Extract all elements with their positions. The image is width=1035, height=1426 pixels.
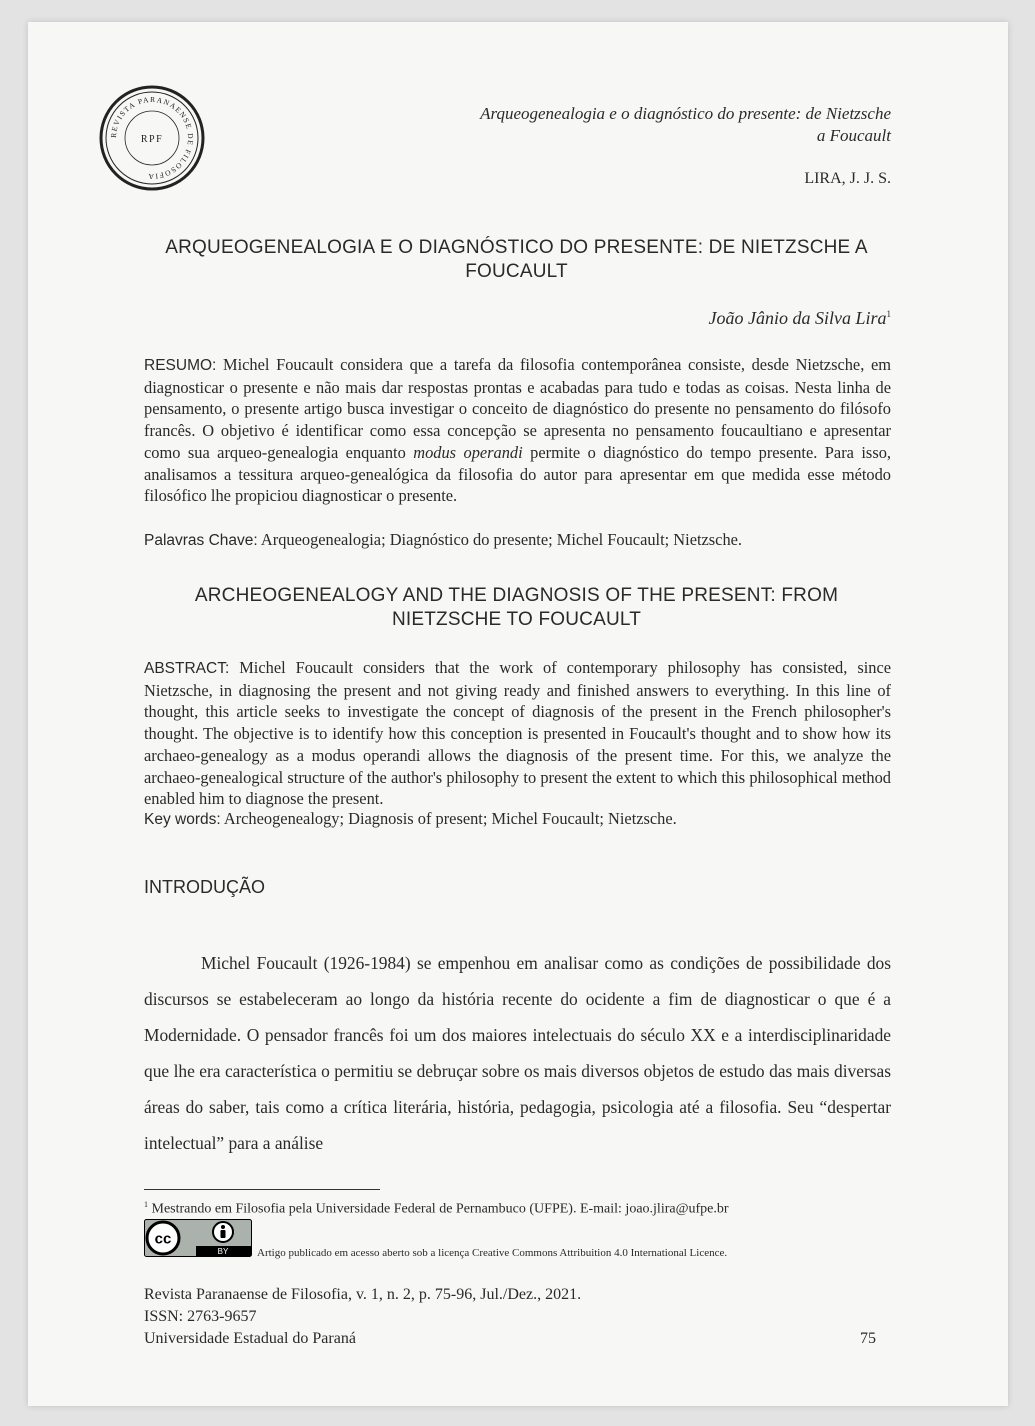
footnote-text: Mestrando em Filosofia pela Universidade Federal de Pernambuco (UFPE). E-mail: joao.jlira@ufpe.br xyxy=(148,1201,729,1217)
footnote-marker: 1 xyxy=(144,1200,148,1209)
keywords-pt xyxy=(144,529,891,552)
article-title-pt: ARQUEOGENEALOGIA E O DIAGNÓSTICO DO PRESENTE: DE NIETZSCHE A FOUCAULT xyxy=(165,237,868,282)
keywords-pt-label: Palavras Chave: xyxy=(144,532,258,549)
running-author: LIRA, J. J. S. xyxy=(804,170,891,187)
keywords-en-text: Archeogenealogy; Diagnosis of present; Michel Foucault; Nietzsche. xyxy=(220,809,677,828)
cc-by-label: BY xyxy=(217,1247,229,1256)
issn: ISSN: 2763-9657 xyxy=(144,1308,257,1325)
cc-by-license-badge[interactable] xyxy=(144,1219,252,1257)
journal-seal-logo xyxy=(99,85,205,191)
abstract-text: Michel Foucault considers that the work of contemporary philosophy has consisted, since Nietzsche, in diagnosing the present and not giving ready and finished answers to everything. In this line of thought, this article seeks to investigate the concept of diagnosis of the present in the French philosopher's thought. The objective is to identify how this conception is presented in Foucault's thought and to show how its archaeo-genealogy as a modus operandi allows the diagnosis of the present time. For this, we analyze the archaeo-genealogical structure of the author's philosophy to present the extent to which this philosophical method enabled him to diagnose the present. xyxy=(144,658,891,809)
intro-paragraph: Michel Foucault (1926-1984) se empenhou em analisar como as condições de possibilidade dos discursos se estabeleceram ao longo da história recente do ocidente a fim de diagnosticar o que é a Modernidade. O pensador francês foi um dos maiores intelectuais do século XX e a interdisciplinaridade que lhe era característica o permitiu se debruçar sobre os mais diversos objetos de estudo das mais diversas áreas do saber, tais como a crítica literária, história, pedagogia, psicologia até a filosofia. Seu “despertar intelectual” para a análise xyxy=(144,953,891,1153)
page-number: 75 xyxy=(860,1330,876,1347)
resumo-paragraph xyxy=(144,354,891,507)
resumo-label: RESUMO: xyxy=(144,357,217,374)
person-icon xyxy=(221,1225,225,1229)
article-author xyxy=(709,308,892,329)
article-title-en: ARCHEOGENEALOGY AND THE DIAGNOSIS OF THE PRESENT: FROM NIETZSCHE TO FOUCAULT xyxy=(194,585,839,630)
resumo-italic: modus operandi xyxy=(413,442,523,462)
author-name: João Jânio da Silva Lira xyxy=(708,308,887,328)
seal-text: RPF xyxy=(140,134,164,145)
keywords-pt-text: Arqueogenealogia; Diagnóstico do presente; Michel Foucault; Nietzsche. xyxy=(257,530,743,549)
running-title: Arqueogenealogia e o diagnóstico do presente: de Nietzsche a Foucault xyxy=(480,104,891,145)
university: Universidade Estadual do Paraná xyxy=(144,1330,356,1347)
abstract-label: ABSTRACT: xyxy=(144,660,230,677)
keywords-en xyxy=(144,808,891,831)
footnote-divider xyxy=(144,1189,380,1190)
cc-icon: cc xyxy=(154,1230,172,1248)
license-text: Artigo publicado em acesso aberto sob a licença Creative Commons Attribuition 4.0 International Licence. xyxy=(257,1247,728,1259)
abstract-paragraph xyxy=(144,657,891,810)
seal-ring-text: REVISTA PARANAENSE DE FILOSOFIA xyxy=(108,94,196,182)
intro-heading: INTRODUÇÃO xyxy=(144,877,265,897)
resumo-text-2: permite o diagnóstico do tempo presente. Para isso, analisamos a tessitura arqueo-genealógica da filosofia do autor para apresentar em que medida esse método filosófico lhe propiciou diagnosticar o presente. xyxy=(144,442,891,506)
author-note-marker[interactable]: 1 xyxy=(886,309,891,319)
footnote xyxy=(144,1200,729,1218)
resumo-text-1: Michel Foucault considera que a tarefa da filosofia contemporânea consiste, desde Nietzsche, em diagnosticar o presente e não mais dar respostas prontas e acabadas para tudo e todas as coisas. Nesta linha de pensamento, o presente artigo busca investigar o conceito de diagnóstico do presente no pensamento do filósofo francês. O objetivo é identificar como essa concepção se apresenta no pensamento foucaultiano e apresentar como sua arqueo-genealogia enquanto xyxy=(144,355,891,462)
journal-citation: Revista Paranaense de Filosofia, v. 1, n. 2, p. 75-96, Jul./Dez., 2021. xyxy=(144,1286,582,1303)
keywords-en-label: Key words: xyxy=(144,811,221,828)
